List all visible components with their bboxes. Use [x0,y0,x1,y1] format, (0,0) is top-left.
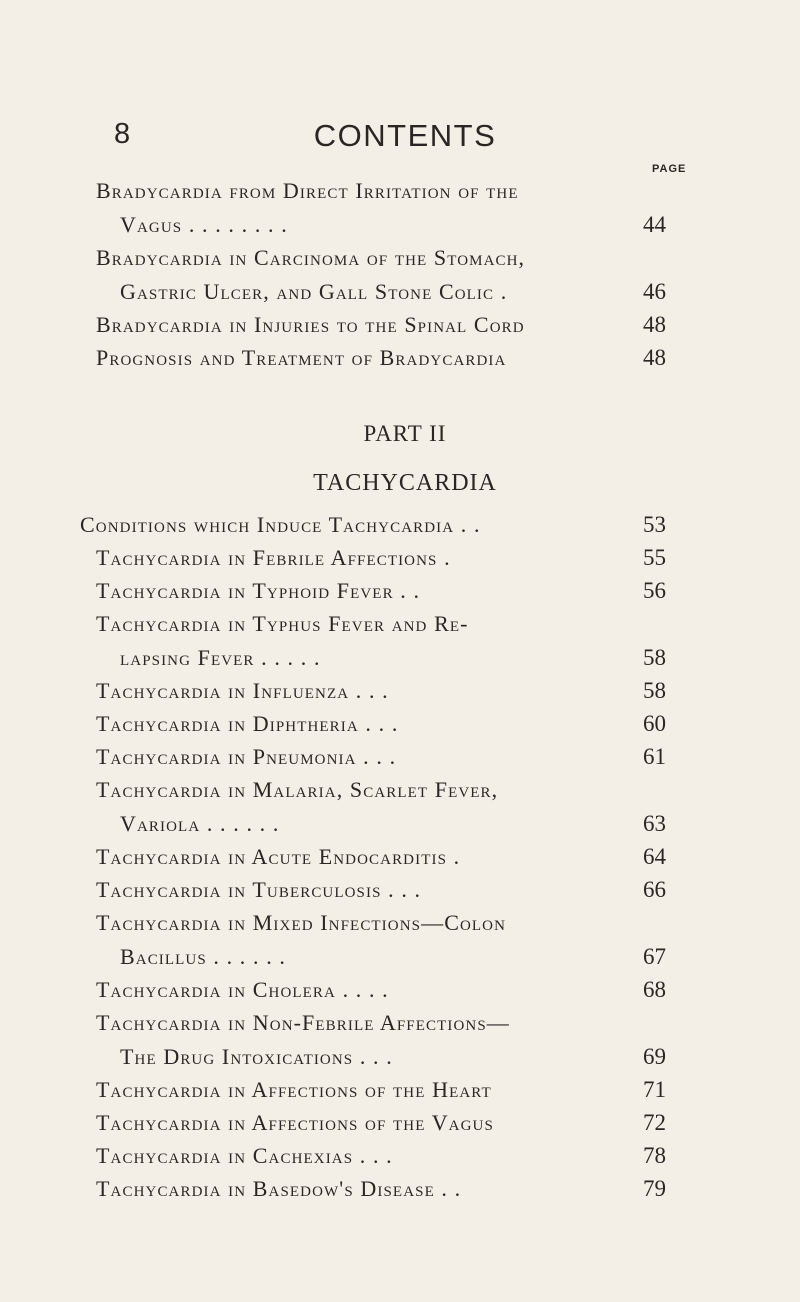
toc-entry-line: Tachycardia in Mixed Infections—Colon [96,910,507,935]
toc-entry-page: 58 [643,645,666,670]
toc-entry-line: Bradycardia from Direct Irritation of the [96,178,519,203]
toc-entry-page: 44 [643,212,666,237]
toc-entry-line: Bradycardia in Carcinoma of the Stomach, [96,245,526,270]
toc-entry-page: 56 [643,578,666,603]
toc-entry-line: Tachycardia in Tuberculosis . . . [96,877,422,902]
toc-entry-page: 48 [643,312,666,337]
toc-entry-line: Bradycardia in Injuries to the Spinal Cord [96,312,525,337]
toc-entry-line: Tachycardia in Cholera . . . . [96,977,389,1002]
toc-entry-line: Tachycardia in Cachexias . . . [96,1143,393,1168]
toc-entry-line: The Drug Intoxications . . . [120,1044,393,1069]
toc-entry-page: 68 [643,977,666,1002]
page-column-label: PAGE [652,163,687,175]
toc-entry-page: 78 [643,1143,666,1168]
toc-entry-line: Tachycardia in Pneumonia . . . [96,744,397,769]
toc-entry-page: 72 [643,1110,666,1135]
toc-entry-page: 46 [643,279,666,304]
toc-entry-line: Gastric Ulcer, and Gall Stone Colic . [120,279,508,304]
page-header [0,118,800,158]
toc-entry-line: Tachycardia in Affections of the Heart [96,1077,492,1102]
toc-entry-line: Tachycardia in Affections of the Vagus [96,1110,494,1135]
toc-entry-line: Tachycardia in Typhoid Fever . . [96,578,421,603]
toc-entry-line: Bacillus . . . . . . [120,944,287,969]
toc-entry-line: Vagus . . . . . . . . [120,212,288,237]
toc-entry-line: Tachycardia in Acute Endocarditis . [96,844,461,869]
toc-entry-page: 64 [643,844,666,869]
toc-entry-page: 67 [643,944,666,969]
toc-entry-page: 48 [643,345,666,370]
toc-entry-line: Prognosis and Treatment of Bradycardia [96,345,507,370]
toc-entry-line: lapsing Fever . . . . . [120,645,321,670]
toc-entry-page: 61 [643,744,666,769]
toc-entry-page: 60 [643,711,666,736]
toc-entry-line: Tachycardia in Febrile Affections . [96,545,451,570]
toc-entry-page: 71 [643,1077,666,1102]
toc-entry-line: Tachycardia in Influenza . . . [96,678,389,703]
toc-entry-page: 53 [643,512,666,537]
toc-entry-line: Tachycardia in Typhus Fever and Re- [96,611,469,636]
toc-entry-page: 58 [643,678,666,703]
toc-entry-line: Tachycardia in Diphtheria . . . [96,711,399,736]
part-label: PART II [363,421,447,446]
toc-entry-line: Tachycardia in Non-Febrile Affections— [96,1010,510,1035]
running-title: CONTENTS [313,118,497,153]
toc-entry-line: Conditions which Induce Tachycardia . . [80,512,481,537]
toc-entry-line: Tachycardia in Basedow's Disease . . [96,1176,462,1201]
toc-entry-page: 63 [643,811,666,836]
toc-entry-line: Variola . . . . . . [120,811,280,836]
toc-entry-page: 79 [643,1176,666,1201]
toc-entry-line: Tachycardia in Malaria, Scarlet Fever, [96,777,499,802]
toc-entry-page: 66 [643,877,666,902]
page-number: 8 [114,118,131,150]
toc-entry-page: 55 [643,545,666,570]
part-title: TACHYCARDIA [313,470,497,496]
toc-entry-page: 69 [643,1044,666,1069]
